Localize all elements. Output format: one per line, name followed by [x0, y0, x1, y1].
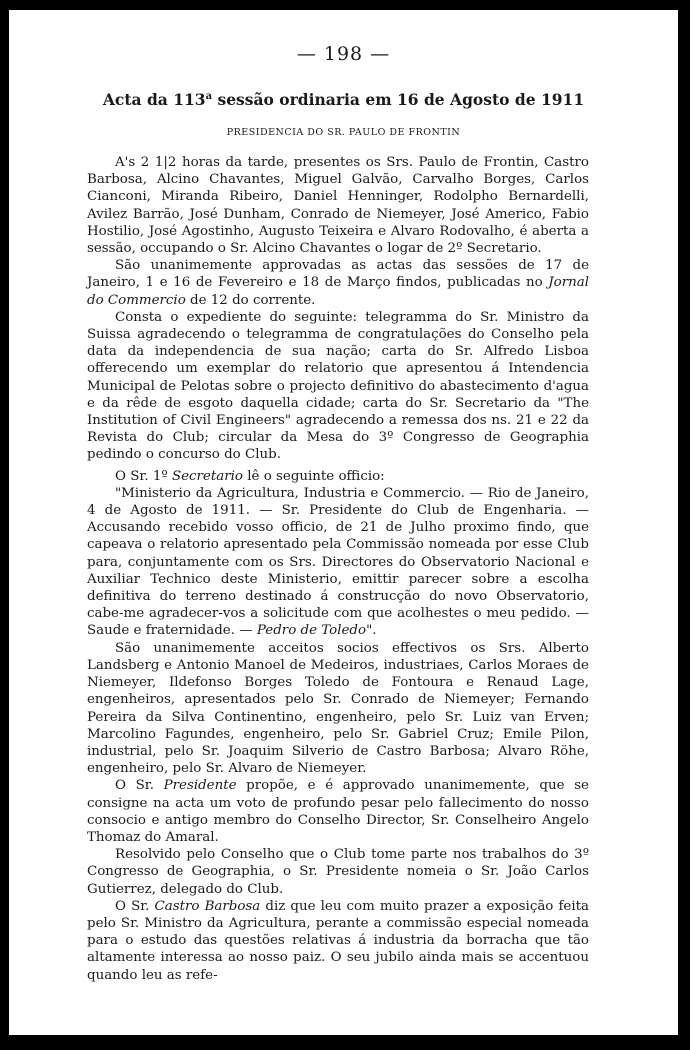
presidency-line: PRESIDENCIA DO SR. PAULO DE FRONTIN: [226, 127, 461, 138]
paragraph-secretary-reads: [87, 468, 589, 485]
paragraph-geography-congress: Resolvido pelo Conselho que o Club tome parte nos trabalhos do 3º Congresso de Geographia, o Sr. Presidente nomeia o Sr. João Carlos Gutierrez, delegado do Club.: [87, 847, 589, 897]
italic-span: Presidente: [163, 778, 237, 794]
title-ordinal-superscript: a: [205, 90, 213, 102]
page-number: — 198 —: [296, 43, 391, 65]
paragraph-castro-barbosa: [87, 898, 589, 984]
italic-span: Jornal do Commercio: [87, 275, 589, 308]
paragraph-official-letter: [87, 485, 589, 640]
title-main: Acta da 113: [102, 90, 206, 109]
document-title: [9, 90, 678, 109]
paragraph-opening: A's 2 1|2 horas da tarde, presentes os Srs. Paulo de Frontin, Castro Barbosa, Alcino Chavantes, Miguel Galvão, Carvalho Borges, Carlos Cianconi, Miranda Ribeiro, Daniel Henninger, Rodolpho Bernardelli, Avilez Barrão, José Dunham, Conrado de Niemeyer, José Americo, Fabio Hostilio, José Agostinho, Augusto Teixeira e Alvaro Rodovalho, é aberta a sessão, occupando o Sr. Alcino Chavantes o logar de 2º Secretario.: [87, 155, 589, 257]
text-span: diz que leu com muito prazer a exposição feita pelo Sr. Ministro da Agricultura, perante a commissão especial nomeada para o estudo das questões relativas á industria da borracha que tão altamente interessa ao nosso paiz. O seu jubilo ainda mais se accentuou quando leu as refe-: [87, 898, 589, 983]
text-span: propõe, e é approvado unanimemente, que se consigne na acta um voto de profundo pesar pelo fallecimento do nosso consocio e antigo membro do Conselho Director, Sr. Conselheiro Angelo Thomaz do Amaral.: [87, 778, 589, 845]
paragraph-correspondence: Consta o expediente do seguinte: telegramma do Sr. Ministro da Suissa agradecendo o telegramma de congratulações do Conselho pela data da independencia de sua nação; carta do Sr. Alfredo Lisboa offerecendo um exemplar do relatorio que apresentou á Intendencia Municipal de Pelotas sobre o projecto definitivo do abastecimento d'agua e da rêde de esgoto daquella cidade; carta do Sr. Secretario da "The Institution of Civil Engineers" agradecendo a remessa dos ns. 21 e 22 da Revista do Club; circular da Mesa do 3º Congresso de Geographia pedindo o concurso do Club.: [87, 309, 589, 463]
text-span: de 12 do corrente.: [185, 292, 316, 308]
italic-span: Secretario: [171, 468, 243, 484]
text-span: O Sr.: [115, 778, 164, 794]
document-body: [87, 154, 589, 984]
paragraph-minutes-approval: [87, 257, 589, 309]
title-rest: sessão ordinaria em 16 de Agosto de 1911: [212, 90, 585, 109]
text-span: O Sr. 1º: [115, 468, 172, 484]
text-span: "Ministerio da Agricultura, Industria e Commercio. — Rio de Janeiro, 4 de Agosto de 1911. — Sr. Presidente do Club de Engenharia. — Accusando recebido vosso officio, de 21 de Julho proximo findo, que capeava o relatorio apresentado pela Commissão nomeada por esse Club para, conjuntamente com os Srs. Directores do Observatorio Nacional e Auxiliar Technico deste Ministerio, emittir parecer sobre a escolha definitiva do terreno destinado á construcção do novo Observatorio, cabe-me agradecer-vos a solicitude com que acolhestes o meu pedido. — Saude e fraternidade. —: [87, 485, 589, 639]
text-span: lê o seguinte officio:: [242, 468, 385, 484]
text-span: O Sr.: [115, 898, 155, 914]
paragraph-new-members: São unanimemente acceitos socios effectivos os Srs. Alberto Landsberg e Antonio Manoel de Medeiros, industriaes, Carlos Moraes de Niemeyer, Ildefonso Borges Toledo de Fontoura e Renaud Lage, engenheiros, apresentados pelo Sr. Conrado de Niemeyer; Fernando Pereira da Silva Continentino, engenheiro, pelo Sr. Luiz van Erven; Marcolino Fagundes, engenheiro, pelo Sr. Gabriel Cruz; Emile Pilon, industrial, pelo Sr. Joaquim Silverio de Castro Barbosa; Alvaro Röhe, engenheiro, pelo Sr. Alvaro de Niemeyer.: [87, 640, 589, 777]
text-span: São unanimemente approvadas as actas das sessões de 17 de Janeiro, 1 e 16 de Fevereiro e 18 de Março findos, publicadas no: [87, 258, 589, 291]
italic-span: Pedro de Toledo: [256, 623, 367, 639]
paragraph-condolence-vote: [87, 777, 589, 846]
text-span: ".: [366, 623, 377, 639]
document-page: [9, 10, 678, 1035]
italic-span: Castro Barbosa: [154, 898, 261, 914]
